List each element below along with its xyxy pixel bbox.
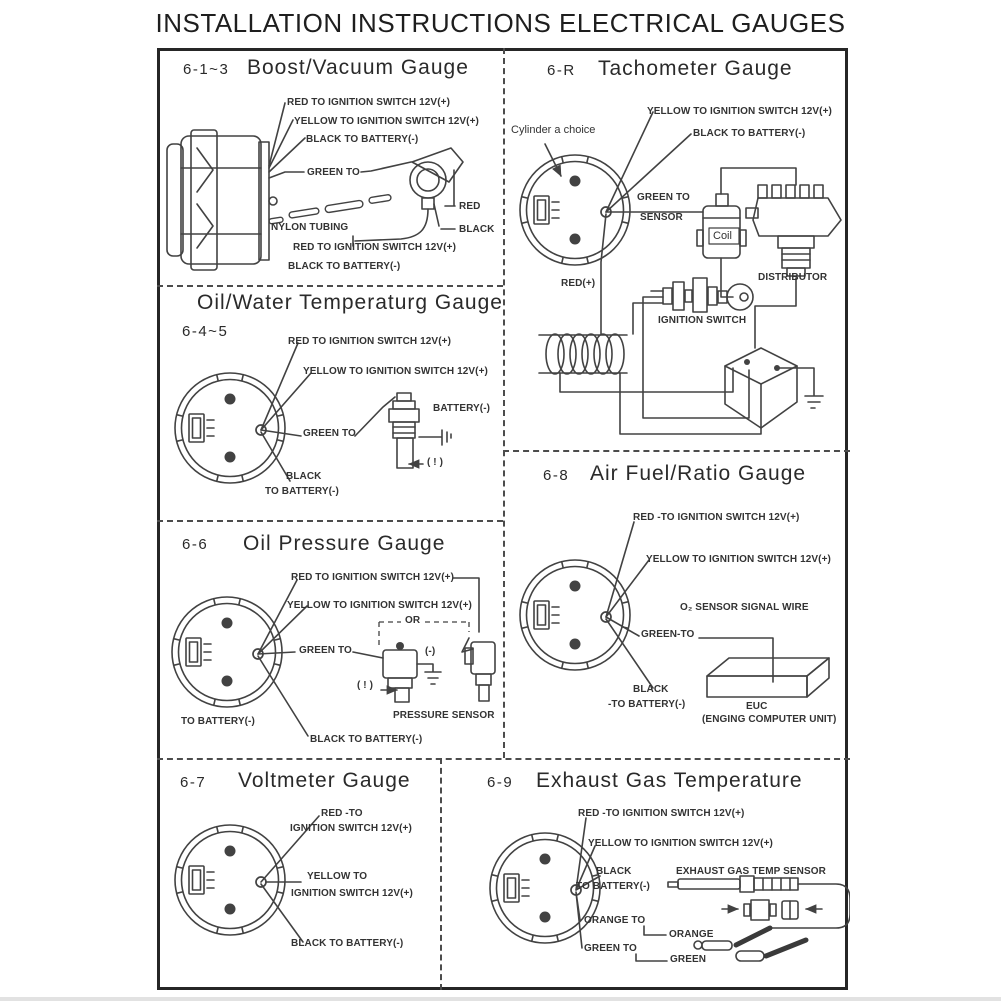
wire-label-yellow: YELLOW TO IGNITION SWITCH 12V(+): [647, 106, 832, 117]
warning-label: ( ! ): [357, 680, 374, 691]
wire-label-red-top: RED TO IGNITION SWITCH 12V(+): [287, 97, 451, 108]
panel-code: 6-7: [180, 774, 207, 791]
coil-label: Coil: [713, 230, 732, 242]
wire-label-black: BLACK TO BATTERY(-): [693, 128, 806, 139]
wire-label-green-1: GREEN TO: [584, 943, 637, 954]
photo-edge: [0, 997, 1001, 1001]
o2-sensor-label: O₂ SENSOR SIGNAL WIRE: [680, 602, 809, 613]
wire-label-red-2: IGNITION SWITCH 12V(+): [290, 823, 412, 834]
panel-title: Oil/Water Temperaturg Gauge: [197, 291, 503, 314]
or-label: OR: [405, 615, 421, 626]
wire-label-green: GREEN TO: [299, 645, 352, 656]
panel-oil-water-temp: [157, 285, 503, 520]
wire-label-black-1: BLACK: [633, 684, 669, 695]
wire-label-black: BLACK TO BATTERY(-): [310, 734, 423, 745]
wire-label-red: RED TO IGNITION SWITCH 12V(+): [288, 336, 452, 347]
wire-label-green-1: GREEN TO: [637, 192, 690, 203]
wire-label-black-2: TO BATTERY(-): [576, 881, 650, 892]
wire-label-red: RED -TO IGNITION SWITCH 12V(+): [633, 512, 800, 523]
warning-label: ( ! ): [427, 457, 444, 468]
panel-air-fuel-ratio: [503, 450, 850, 758]
panel-code: 6-R: [547, 62, 576, 79]
distributor-label: DISTRIBUTOR: [758, 272, 828, 283]
wire-label-black-bottom: BLACK TO BATTERY(-): [288, 261, 401, 272]
wire-label-yellow: YELLOW TO IGNITION SWITCH 12V(+): [287, 600, 472, 611]
panel-title: Boost/Vacuum Gauge: [247, 56, 469, 79]
wire-label-red-plus: RED(+): [561, 278, 596, 289]
egt-sensor-label: EXHAUST GAS TEMP SENSOR: [676, 866, 826, 877]
panel-code: 6-8: [543, 467, 570, 484]
wire-label-green: GREEN-TO: [641, 629, 695, 640]
panel-title: Tachometer Gauge: [598, 57, 793, 80]
wire-label-yellow: YELLOW TO IGNITION SWITCH 12V(+): [294, 116, 479, 127]
panel-title: Voltmeter Gauge: [238, 769, 411, 792]
wire-label-black-top: BLACK TO BATTERY(-): [306, 134, 419, 145]
battery-label: BATTERY(-): [433, 403, 491, 414]
ignition-switch-label: IGNITION SWITCH: [658, 315, 747, 326]
wire-label-yellow-1: YELLOW TO: [307, 871, 368, 882]
wire-label-red: RED -TO IGNITION SWITCH 12V(+): [578, 808, 745, 819]
panel-title: Exhaust Gas Temperature: [536, 769, 803, 792]
wire-label-red: RED TO IGNITION SWITCH 12V(+): [291, 572, 455, 583]
euc-label: EUC: [746, 701, 768, 712]
wire-label-red-1: RED -TO: [321, 808, 363, 819]
wire-label-red-bottom: RED TO IGNITION SWITCH 12V(+): [293, 242, 457, 253]
panel-code: 6-6: [182, 536, 209, 553]
wire-label-black-2: -TO BATTERY(-): [608, 699, 686, 710]
wire-label-yellow: YELLOW TO IGNITION SWITCH 12V(+): [646, 554, 831, 565]
wire-label-black-2: TO BATTERY(-): [265, 486, 339, 497]
to-battery-label: TO BATTERY(-): [181, 716, 255, 727]
wire-label-yellow: YELLOW TO IGNITION SWITCH 12V(+): [588, 838, 773, 849]
wire-label-green-2: GREEN: [670, 954, 707, 965]
wire-label-orange-2: ORANGE: [669, 929, 714, 940]
wire-label-black: BLACK: [459, 224, 495, 235]
panel-voltmeter: [157, 758, 440, 990]
panel-tachometer: [503, 48, 850, 450]
wire-label-green: GREEN TO: [303, 428, 356, 439]
pressure-sensor-label: PRESSURE SENSOR: [393, 710, 495, 721]
wire-label-black: BLACK TO BATTERY(-): [291, 938, 404, 949]
euc-subtitle-label: (ENGING COMPUTER UNIT): [702, 714, 837, 725]
page-title: INSTALLATION INSTRUCTIONS ELECTRICAL GAUGES: [155, 8, 846, 38]
wire-label-green: GREEN TO: [307, 167, 360, 178]
panel-oil-pressure: [157, 520, 503, 758]
wire-label-green-2: SENSOR: [640, 212, 683, 223]
wire-label-yellow: YELLOW TO IGNITION SWITCH 12V(+): [303, 366, 488, 377]
panel-exhaust-gas-temp: [440, 758, 850, 990]
panel-code: 6-9: [487, 774, 514, 791]
panel-code: 6-1~3: [183, 61, 230, 78]
wire-label-black-1: BLACK: [596, 866, 632, 877]
wire-label-orange-1: ORANGE TO: [584, 915, 646, 926]
panel-title: Air Fuel/Ratio Gauge: [590, 462, 807, 485]
panel-title: Oil Pressure Gauge: [243, 532, 446, 555]
wire-label-yellow-2: IGNITION SWITCH 12V(+): [291, 888, 413, 899]
nylon-tubing-label: NYLON TUBING: [271, 222, 349, 233]
minus-label: (-): [425, 646, 436, 657]
wire-label-black-1: BLACK: [286, 471, 322, 482]
wire-label-red: RED: [459, 201, 481, 212]
cylinder-choice-label: Cylinder a choice: [511, 124, 596, 136]
panel-code: 6-4~5: [182, 323, 229, 340]
panel-boost-vacuum: [157, 48, 503, 285]
